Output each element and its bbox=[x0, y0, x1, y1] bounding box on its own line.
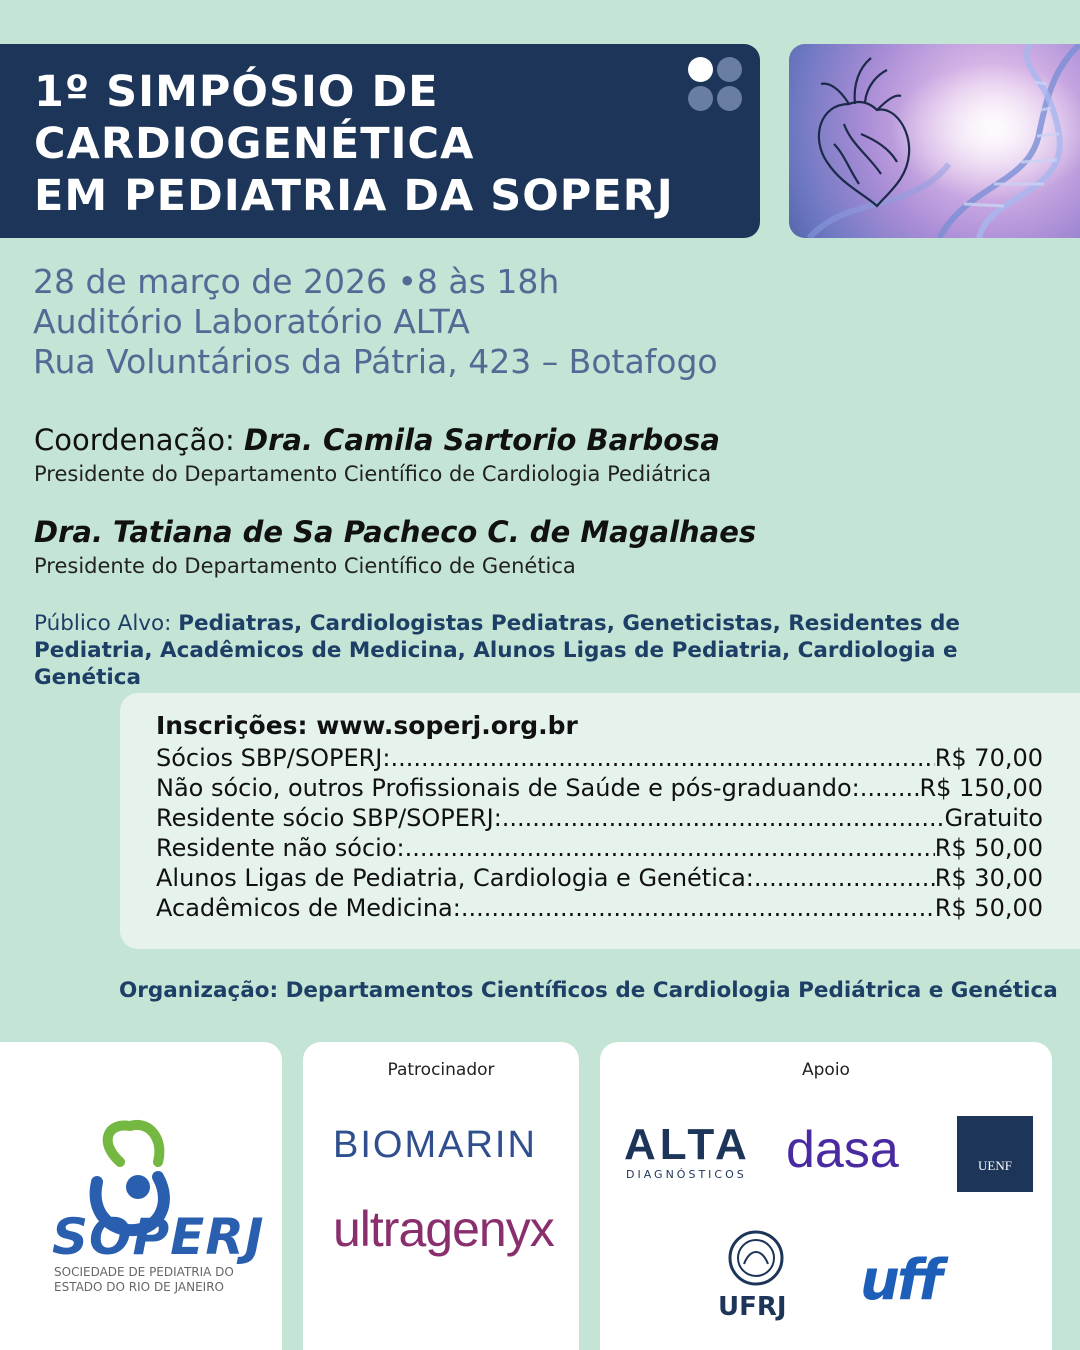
ultragenyx-logo: ultragenyx bbox=[333, 1201, 554, 1257]
registration-price: Gratuito bbox=[944, 804, 1043, 832]
coordinator-1-role: Presidente do Departamento Científico de Cardiologia Pediátrica bbox=[34, 462, 712, 486]
soperj-card bbox=[0, 1042, 282, 1350]
coordination-label: Coordenação: bbox=[34, 423, 244, 457]
title-line-2: CARDIOGENÉTICA bbox=[34, 119, 475, 169]
title-line-1: 1º SIMPÓSIO DE bbox=[34, 67, 439, 117]
registration-category: Residente sócio SBP/SOPERJ: bbox=[156, 804, 502, 832]
title-line-3: EM PEDIATRIA DA SOPERJ bbox=[34, 171, 674, 221]
event-address: Rua Voluntários da Pátria, 423 – Botafogo bbox=[33, 342, 718, 381]
registration-row bbox=[156, 893, 1043, 923]
ufrj-seal-icon bbox=[726, 1224, 786, 1294]
event-venue: Auditório Laboratório ALTA bbox=[33, 302, 470, 341]
coordinator-2-role: Presidente do Departamento Científico de Genética bbox=[34, 554, 576, 578]
sponsor-card bbox=[303, 1042, 579, 1350]
registration-category: Acadêmicos de Medicina: bbox=[156, 894, 461, 922]
sponsor-label: Patrocinador bbox=[387, 1060, 495, 1080]
dot-leader bbox=[860, 773, 920, 803]
dot-leader bbox=[461, 893, 935, 923]
organization-line: Organização: Departamentos Científicos de Cardiologia Pediátrica e Genética bbox=[119, 978, 1058, 1003]
registration-category: Sócios SBP/SOPERJ: bbox=[156, 744, 391, 772]
registration-row bbox=[156, 773, 1043, 803]
registration-box bbox=[120, 693, 1080, 949]
event-title-banner bbox=[0, 44, 760, 238]
event-info bbox=[33, 262, 718, 382]
registration-row bbox=[156, 833, 1043, 863]
soperj-subtitle-2: ESTADO DO RIO DE JANEIRO bbox=[54, 1280, 224, 1294]
registration-price: R$ 30,00 bbox=[934, 864, 1043, 892]
dot-leader bbox=[502, 803, 945, 833]
coordinator-2-name: Dra. Tatiana de Sa Pacheco C. de Magalhaes bbox=[34, 515, 757, 549]
registration-price: R$ 50,00 bbox=[934, 834, 1043, 862]
soperj-subtitle-1: SOCIEDADE DE PEDIATRIA DO bbox=[54, 1265, 234, 1279]
uenf-logo-text: UENF bbox=[978, 1158, 1012, 1173]
support-card bbox=[600, 1042, 1052, 1350]
audience-value: Pediatras, Cardiologistas Pediatras, Geneticistas, Residentes de Pediatria, Acadêmicos de Medicina, Alunos Ligas de Pediatria, Cardiologia e Genética bbox=[34, 611, 960, 690]
biomarin-logo: BIOMARIN bbox=[333, 1124, 537, 1166]
ufrj-logo: UFRJ bbox=[718, 1292, 787, 1322]
uenf-logo bbox=[957, 1116, 1033, 1192]
registration-price: R$ 150,00 bbox=[919, 774, 1043, 802]
registration-row bbox=[156, 863, 1043, 893]
alta-logo: ALTA bbox=[624, 1120, 751, 1169]
event-date-time: 28 de março de 2026 •8 às 18h bbox=[33, 262, 560, 301]
dot-leader bbox=[405, 833, 935, 863]
registration-price: R$ 50,00 bbox=[934, 894, 1043, 922]
registration-price: R$ 70,00 bbox=[934, 744, 1043, 772]
target-audience bbox=[34, 610, 1064, 691]
heart-dna-illustration bbox=[789, 44, 1080, 238]
audience-label: Público Alvo: bbox=[34, 611, 179, 636]
coordination-section bbox=[34, 420, 756, 580]
decorative-dots-icon bbox=[688, 57, 744, 113]
dot-leader bbox=[754, 863, 935, 893]
alta-subtitle: DIAGNÓSTICOS bbox=[626, 1168, 747, 1181]
registration-category: Residente não sócio: bbox=[156, 834, 405, 862]
coordinator-1-name: Dra. Camila Sartorio Barbosa bbox=[244, 423, 720, 457]
uff-logo: uff bbox=[860, 1248, 940, 1313]
registration-row bbox=[156, 743, 1043, 773]
registration-title[interactable]: Inscrições: www.soperj.org.br bbox=[156, 711, 578, 740]
support-label: Apoio bbox=[802, 1060, 850, 1080]
registration-row bbox=[156, 803, 1043, 833]
dasa-logo: dasa bbox=[786, 1121, 899, 1179]
dot-leader bbox=[390, 743, 934, 773]
registration-category: Alunos Ligas de Pediatria, Cardiologia e Genética: bbox=[156, 864, 754, 892]
soperj-logo-text: SOPERJ bbox=[52, 1208, 265, 1266]
registration-category: Não sócio, outros Profissionais de Saúde e pós-graduando: bbox=[156, 774, 860, 802]
